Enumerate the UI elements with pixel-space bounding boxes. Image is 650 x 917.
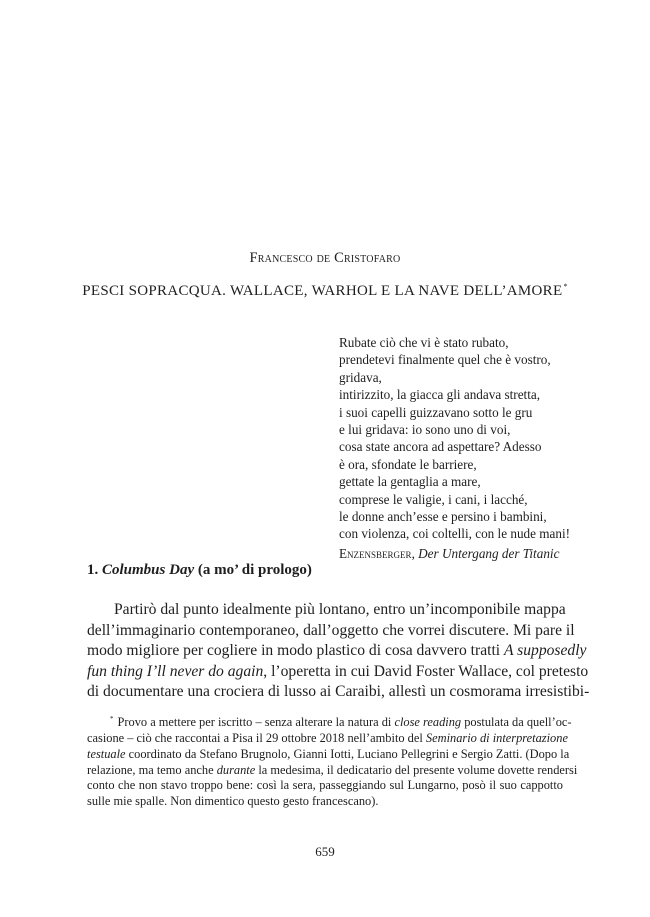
body-line [87, 641, 587, 662]
chapter-author: Francesco de Cristofaro [249, 250, 401, 266]
footnote-mark: * [110, 715, 114, 723]
epigraph-source [339, 545, 579, 562]
epigraph-verse: gettate la gentaglia a mare, [339, 474, 481, 490]
body-line: dell’immaginario contemporaneo, dall’oggetto che vorrei discutere. Mi pare il [87, 621, 575, 639]
epigraph-verse: prendetevi finalmente quel che è vostro, [339, 352, 551, 368]
body-text-run: , l’operetta in cui David Foster Wallace, col pretesto [263, 662, 589, 680]
body-line: Partirò dal punto idealmente più lontano, entro un’incomponibile mappa [114, 601, 566, 618]
footnote-text-run: Provo a mettere per iscritto – senza alterare la natura di [117, 715, 395, 730]
footnote-text-run: casione – ciò che raccontai a Pisa il 29 ottobre 2018 nell’ambito del [87, 730, 426, 745]
chapter-title-text: PESCI SOPRACQUA. WALLACE, WARHOL E LA NAVE DELL’AMORE [82, 283, 563, 299]
epigraph-verse: comprese le valigie, i cani, i lacché, [339, 491, 528, 507]
footnote-line [87, 712, 572, 731]
title-footnote-mark[interactable]: * [563, 282, 568, 291]
footnote-italic: durante [216, 762, 256, 777]
epigraph-verse: è ora, sfondate le barriere, [339, 456, 477, 472]
footnote-italic: close reading [394, 715, 462, 730]
epigraph-verse: intirizzito, la giacca gli andava stretta, [339, 387, 541, 403]
body-text-run: modo migliore per cogliere in modo plastico di cosa davvero tratti [87, 642, 505, 659]
footnote-line: conto che non stavo troppo bene: così la sera, passeggiando sul Lungarno, posò il suo cappotto [87, 778, 563, 793]
book-title-italic: fun thing I’ll never do again [87, 662, 264, 680]
footnote-text-run: postulata da quell’oc- [461, 715, 572, 730]
footnote [87, 712, 578, 810]
page-number: 659 [315, 844, 335, 859]
epigraph-source-separator: , [411, 545, 419, 561]
body-line: di documentare una crociera di lusso ai Caraibi, allestì un cosmorama irresistibi- [87, 683, 590, 700]
epigraph-source-title: Der Untergang der Titanic [418, 545, 560, 561]
section-heading [87, 562, 312, 579]
epigraph [339, 334, 579, 562]
body-line [87, 662, 589, 683]
footnote-italic: Seminario di interpretazione [425, 730, 568, 745]
epigraph-verse: Rubate ciò che vi è stato rubato, [339, 335, 509, 350]
book-title-italic: A supposedly [504, 642, 587, 659]
footnote-text-run: coordinato da Stefano Brugnolo, Gianni Iotti, Luciano Pellegrini e Sergio Zatti. (Dopo la [125, 746, 570, 761]
footnote-line: sulle mie spalle. Non dimentico questo gesto francescano). [87, 794, 379, 809]
epigraph-verse: cosa state ancora ad aspettare? Adesso [339, 439, 542, 455]
section-number: 1. [87, 562, 99, 578]
footnote-line [87, 746, 570, 763]
epigraph-verse: le donne anch’esse e persino i bambini, [339, 509, 547, 525]
section-title: Columbus Day [102, 562, 195, 578]
footnote-text-run: la medesima, il dedicatario del presente volume dovette rendersi [255, 762, 578, 777]
footnote-text-run: relazione, ma temo anche [87, 762, 217, 777]
body-paragraph [87, 600, 590, 703]
footnote-line [87, 730, 568, 747]
epigraph-verse: e lui gridava: io sono uno di voi, [339, 422, 511, 438]
epigraph-verse: gridava, [339, 369, 382, 385]
epigraph-source-author: Enzensberger [339, 545, 412, 561]
footnote-italic: testuale [87, 746, 126, 761]
section-subtitle: (a mo’ di prologo) [197, 562, 312, 578]
footnote-line [87, 762, 578, 779]
chapter-title [0, 282, 650, 300]
epigraph-verse: i suoi capelli guizzavano sotto le gru [339, 404, 533, 420]
epigraph-verse: con violenza, coi coltelli, con le nude mani! [339, 526, 571, 542]
